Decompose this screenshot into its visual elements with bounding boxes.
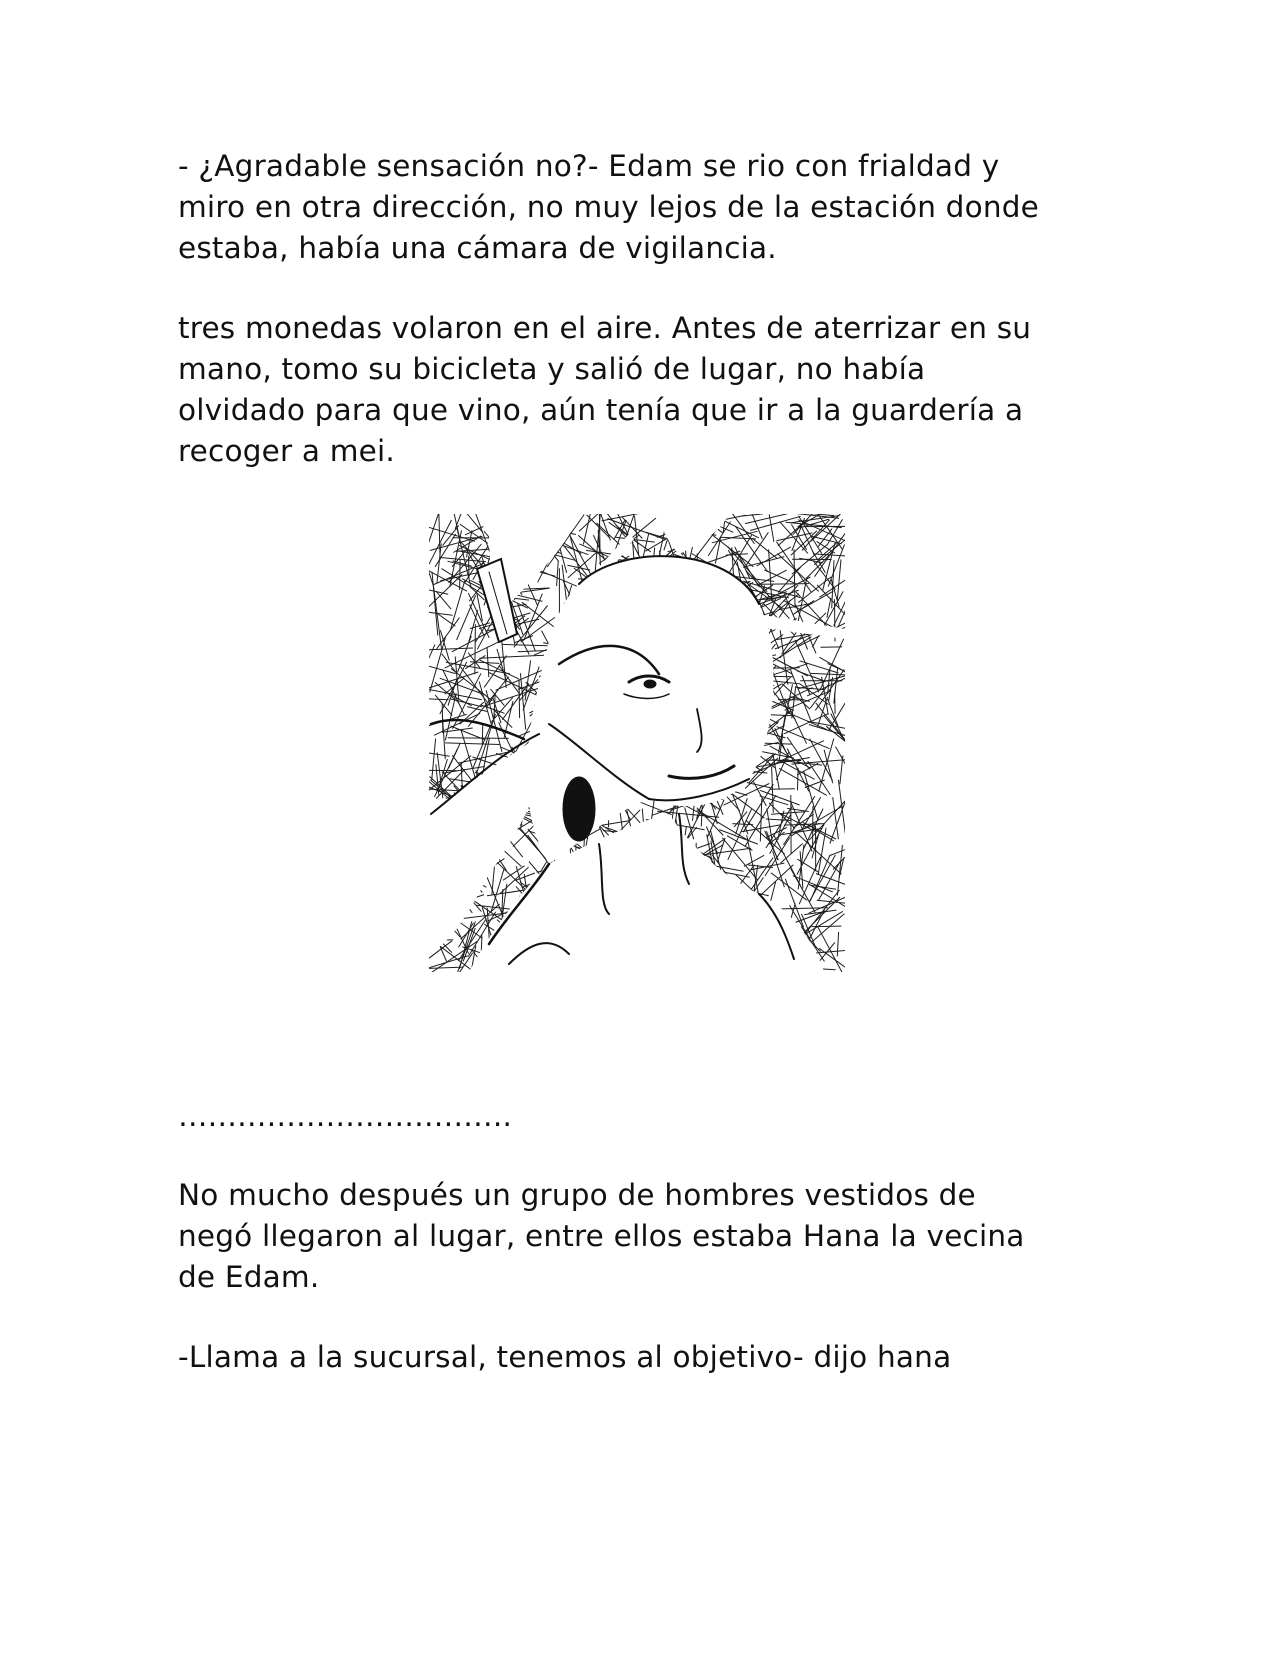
- hatch-stroke: [432, 739, 436, 781]
- hatch-stroke: [687, 526, 698, 571]
- text-line: negó llegaron al lugar, entre ellos estaba Hana la vecina: [178, 1219, 1025, 1253]
- hatch-stroke: [480, 935, 482, 972]
- hatch-stroke: [623, 567, 646, 572]
- hatch-stroke: [431, 819, 460, 821]
- hatch-stroke: [759, 570, 786, 584]
- hatch-stroke: [663, 557, 685, 586]
- hatch-stroke: [441, 915, 460, 937]
- hatch-stroke: [606, 694, 646, 713]
- text-line: -Llama a la sucursal, tenemos al objetivo- dijo hana: [178, 1340, 952, 1374]
- hatch-stroke: [670, 706, 673, 747]
- hatch-stroke: [500, 867, 528, 893]
- hatch-stroke: [481, 705, 505, 713]
- hatch-stroke: [822, 677, 829, 715]
- hatch-stroke: [486, 794, 508, 839]
- hatch-stroke: [469, 610, 478, 642]
- hatch-stroke: [553, 861, 615, 879]
- hatch-stroke: [812, 591, 843, 647]
- hatch-stroke: [617, 664, 624, 717]
- hatch-stroke: [651, 755, 694, 773]
- hatch-stroke: [812, 914, 845, 942]
- hatch-stroke: [479, 655, 544, 658]
- hatch-stroke: [502, 819, 534, 838]
- hatch-stroke: [525, 660, 531, 700]
- text-line: mano, tomo su bicicleta y salió de lugar, no había: [178, 352, 926, 386]
- hatch-stroke: [487, 859, 505, 871]
- hatch-stroke: [664, 778, 692, 796]
- hatch-stroke: [797, 763, 818, 775]
- hatch-stroke: [692, 658, 753, 679]
- hatch-stroke: [475, 624, 476, 674]
- hatch-stroke: [752, 662, 761, 689]
- hatch-stroke: [609, 866, 641, 868]
- hatch-stroke: [701, 582, 754, 619]
- hatch-stroke: [429, 610, 453, 615]
- hatch-stroke: [467, 792, 489, 801]
- hatch-stroke: [528, 548, 575, 561]
- hatch-stroke: [558, 607, 587, 636]
- hatch-stroke: [673, 514, 711, 515]
- hatch-stroke: [429, 698, 449, 700]
- hatch-stroke: [710, 945, 728, 956]
- hatch-stroke: [689, 605, 712, 617]
- hatch-stroke: [437, 618, 460, 649]
- hatch-stroke: [741, 913, 763, 915]
- hatch-stroke: [688, 683, 720, 684]
- hatch-stroke: [518, 813, 552, 820]
- hatch-stroke: [502, 644, 548, 645]
- hatch-stroke: [429, 967, 463, 969]
- hatch-stroke: [647, 532, 677, 541]
- hatch-stroke: [707, 834, 718, 889]
- hatch-stroke: [704, 723, 733, 731]
- text-line: - ¿Agradable sensación no?- Edam se rio con frialdad y: [178, 149, 1000, 183]
- text-line: No mucho después un grupo de hombres vestidos de: [178, 1178, 976, 1212]
- hatch-stroke: [557, 562, 559, 586]
- hatch-stroke: [520, 673, 525, 729]
- hatch-stroke: [778, 567, 801, 593]
- hatch-stroke: [798, 768, 799, 791]
- hatch-stroke: [429, 894, 455, 905]
- paragraph-1: [178, 146, 1108, 269]
- hatch-stroke: [632, 749, 649, 794]
- hatch-stroke: [438, 614, 455, 626]
- hatch-stroke: [526, 921, 587, 930]
- hatch-stroke: [502, 933, 512, 972]
- hatch-stroke: [487, 647, 489, 677]
- text-line: estaba, había una cámara de vigilancia.: [178, 231, 777, 265]
- hatch-stroke: [707, 800, 724, 838]
- text-line: miro en otra dirección, no muy lejos de la estación donde: [178, 190, 1040, 224]
- hatch-stroke: [547, 765, 608, 771]
- hatch-stroke: [606, 520, 626, 576]
- hatch-stroke: [582, 876, 602, 906]
- hatch-stroke: [751, 863, 784, 870]
- hatch-stroke: [430, 637, 446, 693]
- hatch-stroke: [831, 714, 845, 761]
- hatch-stroke: [664, 881, 721, 899]
- hatch-stroke: [798, 845, 804, 890]
- hatch-stroke: [434, 713, 480, 735]
- hatch-stroke: [521, 617, 555, 642]
- hatch-stroke: [804, 771, 818, 820]
- hatch-stroke: [430, 536, 483, 550]
- hatch-stroke: [690, 529, 717, 536]
- hatch-stroke: [574, 568, 597, 585]
- hatch-stroke: [769, 514, 774, 542]
- hatch-stroke: [431, 895, 484, 913]
- hatch-stroke: [794, 549, 795, 608]
- hatch-stroke: [489, 769, 501, 792]
- hatch-stroke: [738, 713, 793, 716]
- hatch-stroke: [574, 908, 579, 931]
- hatch-stroke: [502, 889, 503, 913]
- hatch-stroke: [728, 888, 744, 920]
- hatch-stroke: [692, 691, 720, 744]
- hatch-stroke: [440, 630, 449, 660]
- hatch-stroke: [514, 636, 533, 643]
- hatch-stroke: [499, 666, 519, 694]
- hatch-stroke: [612, 863, 644, 913]
- hatch-stroke: [531, 953, 557, 972]
- hatch-stroke: [837, 932, 838, 956]
- hatch-stroke: [482, 723, 483, 744]
- hatch-stroke: [651, 548, 654, 583]
- hatch-stroke: [752, 679, 799, 684]
- hatch-stroke: [629, 754, 649, 778]
- hatch-stroke: [773, 753, 780, 790]
- hatch-stroke: [724, 909, 725, 957]
- eye-mark: [644, 680, 656, 688]
- hatch-stroke: [758, 891, 781, 950]
- hatch-stroke: [461, 873, 487, 888]
- hatch-stroke: [641, 694, 665, 740]
- hatch-stroke: [518, 650, 552, 651]
- hatch-stroke: [589, 622, 619, 623]
- hatch-stroke: [590, 930, 627, 969]
- hatch-stroke: [731, 674, 737, 723]
- hatch-stroke: [515, 580, 518, 600]
- hatch-stroke: [797, 671, 824, 681]
- hatch-stroke: [629, 882, 649, 944]
- hatch-stroke: [446, 812, 467, 835]
- hatch-stroke: [682, 801, 706, 848]
- hatch-stroke: [448, 738, 509, 739]
- hatch-stroke: [442, 703, 443, 733]
- paragraph-4: [178, 1337, 1108, 1378]
- hatch-stroke: [556, 933, 574, 965]
- hatch-stroke: [519, 679, 520, 718]
- hatch-stroke: [547, 515, 584, 568]
- hatch-stroke: [642, 809, 646, 854]
- hatch-stroke: [809, 798, 845, 840]
- hatch-stroke: [769, 549, 772, 599]
- earring-mark: [563, 777, 595, 841]
- text-line: tres monedas volaron en el aire. Antes de aterrizar en su: [178, 311, 1032, 345]
- hatch-stroke: [436, 591, 451, 609]
- hatch-stroke: [747, 858, 773, 896]
- hatch-stroke: [442, 771, 460, 789]
- hatch-stroke: [837, 559, 841, 600]
- hatch-stroke: [754, 656, 768, 677]
- paragraph-3: [178, 1175, 1108, 1298]
- hatch-stroke: [649, 734, 672, 735]
- hatch-stroke: [545, 780, 555, 799]
- hatch-stroke: [598, 855, 634, 879]
- hatch-stroke: [762, 659, 792, 674]
- portrait-illustration: [429, 514, 845, 972]
- hatch-stroke: [722, 729, 727, 749]
- hatch-stroke: [435, 534, 456, 567]
- hatch-stroke: [657, 580, 677, 596]
- hatch-stroke: [709, 856, 745, 910]
- hatch-stroke: [540, 835, 563, 873]
- hatch-stroke: [504, 923, 539, 965]
- hatch-stroke: [768, 676, 794, 677]
- text-line: recoger a mei.: [178, 434, 395, 468]
- hatch-stroke: [779, 623, 788, 685]
- hatch-stroke: [765, 570, 796, 584]
- hatch-stroke: [534, 641, 568, 656]
- hatch-stroke: [776, 753, 788, 780]
- hatch-stroke: [834, 669, 838, 704]
- hatch-stroke: [500, 754, 512, 805]
- hatch-stroke: [807, 553, 832, 579]
- hatch-stroke: [613, 877, 645, 907]
- hatch-stroke: [774, 677, 791, 695]
- hatch-stroke: [514, 911, 559, 927]
- hatch-stroke: [809, 855, 835, 902]
- text-line: de Edam.: [178, 1260, 320, 1294]
- hatch-stroke: [595, 898, 638, 908]
- hatch-stroke: [450, 581, 465, 631]
- hatch-stroke: [660, 830, 713, 859]
- hatch-stroke: [642, 864, 669, 874]
- hatch-stroke: [736, 746, 793, 758]
- text-line: olvidado para que vino, aún tenía que ir a la guardería a: [178, 393, 1024, 427]
- hatch-stroke: [757, 584, 809, 585]
- hatch-stroke: [534, 705, 555, 722]
- section-separator: …………………………….: [178, 1099, 512, 1133]
- hatch-stroke: [730, 640, 761, 641]
- hatch-stroke: [429, 824, 445, 882]
- hatch-stroke: [471, 949, 504, 972]
- hatch-stroke: [522, 602, 558, 630]
- hatch-stroke: [829, 623, 845, 635]
- hatch-stroke: [435, 695, 452, 715]
- hatch-stroke: [429, 645, 435, 669]
- paragraph-2: [178, 308, 1108, 472]
- hatch-stroke: [449, 744, 460, 769]
- hatch-stroke: [770, 789, 795, 790]
- hatch-stroke: [429, 750, 450, 756]
- hatch-stroke: [455, 835, 488, 856]
- hatch-stroke: [445, 743, 500, 745]
- hatch-stroke: [766, 831, 778, 860]
- hatch-stroke: [726, 554, 748, 555]
